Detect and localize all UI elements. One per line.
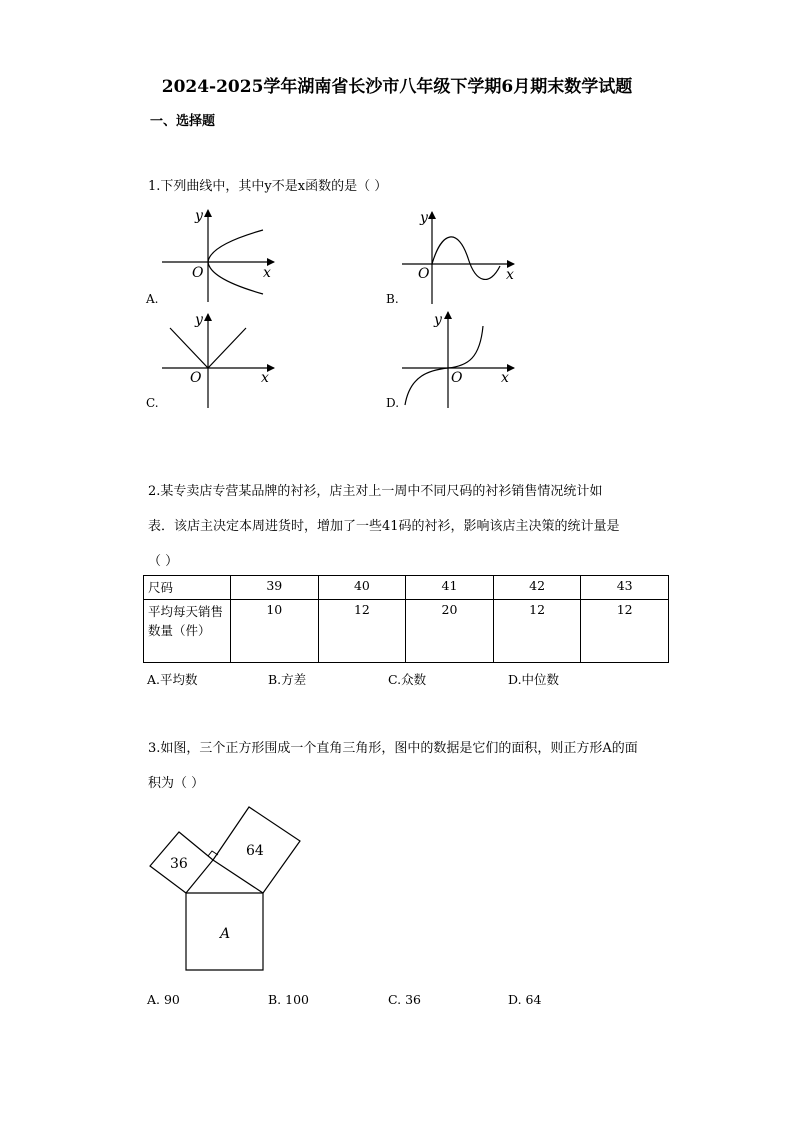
page-title: 2024-2025学年湖南省长沙市八年级下学期6月期末数学试题 (161, 77, 633, 97)
table-cell: 10 (231, 600, 319, 663)
square-64-label: 64 (246, 843, 264, 859)
graph-c (146, 312, 274, 410)
table-cell: 12 (493, 600, 581, 663)
graph-a-y-label: y (195, 208, 203, 224)
table-row (144, 576, 669, 600)
table-cell: 12 (318, 600, 406, 663)
q3-stem-line2: 积为（ ） (148, 776, 205, 791)
table-cell: 39 (231, 576, 319, 600)
q2-choice-d: D.中位数 (508, 672, 560, 687)
q2-stem-line2: 表．该店主决定本周进货时，增加了一些41码的衬衫，影响该店主决策的统计量是 (148, 519, 620, 534)
graph-d-origin: O (451, 370, 463, 386)
graph-b-origin: O (418, 266, 430, 282)
q3-choice-d: D. 64 (508, 992, 542, 1007)
table-header-sales: 平均每天销售数量（件） (144, 600, 231, 663)
graph-c-y-label: y (195, 312, 203, 328)
graph-a-x-label: x (263, 265, 271, 281)
q1-figures (140, 200, 540, 420)
graph-a (145, 208, 274, 306)
graph-d (386, 312, 514, 410)
q2-stem-line1: 2.某专卖店专营某品牌的衬衫，店主对上一周中不同尺码的衬衫销售情况统计如 (148, 484, 603, 499)
table-cell: 40 (318, 576, 406, 600)
square-36-label: 36 (170, 856, 188, 872)
table-cell: 42 (493, 576, 581, 600)
size-sales-table (143, 575, 669, 663)
q1-option-a: A. (146, 292, 159, 306)
square-a-label: A (220, 926, 231, 942)
q3-stem-line1: 3.如图，三个正方形围成一个直角三角形，图中的数据是它们的面积，则正方形A的面 (148, 741, 638, 756)
table-row (144, 600, 669, 663)
q3-choice-c: C. 36 (388, 992, 421, 1007)
q2-stem-line3: （ ） (148, 554, 179, 569)
q1-option-c: C. (146, 396, 159, 410)
graph-b-x-label: x (506, 267, 514, 283)
q2-choice-a: A.平均数 (147, 672, 198, 687)
table-cell: 20 (406, 600, 494, 663)
table-cell: 41 (406, 576, 494, 600)
graph-a-origin: O (192, 265, 204, 281)
table-cell: 43 (581, 576, 669, 600)
q2-choice-c: C.众数 (388, 672, 427, 687)
section-heading: 一、选择题 (150, 114, 216, 129)
graph-b-y-label: y (420, 210, 428, 226)
q2-choice-b: B.方差 (268, 672, 307, 687)
table-header-size: 尺码 (144, 576, 231, 600)
graph-d-x-label: x (501, 370, 509, 386)
graph-c-x-label: x (261, 370, 269, 386)
graph-c-origin: O (190, 370, 202, 386)
q1-stem: 1.下列曲线中，其中y不是x函数的是（ ） (148, 179, 388, 194)
graph-b (386, 210, 514, 306)
q1-option-b: B. (386, 292, 399, 306)
q3-squares-figure (140, 800, 310, 980)
q3-choice-b: B. 100 (268, 992, 309, 1007)
q1-option-d: D. (386, 396, 400, 410)
table-cell: 12 (581, 600, 669, 663)
q3-choice-a: A. 90 (147, 992, 180, 1007)
graph-d-y-label: y (434, 312, 442, 328)
